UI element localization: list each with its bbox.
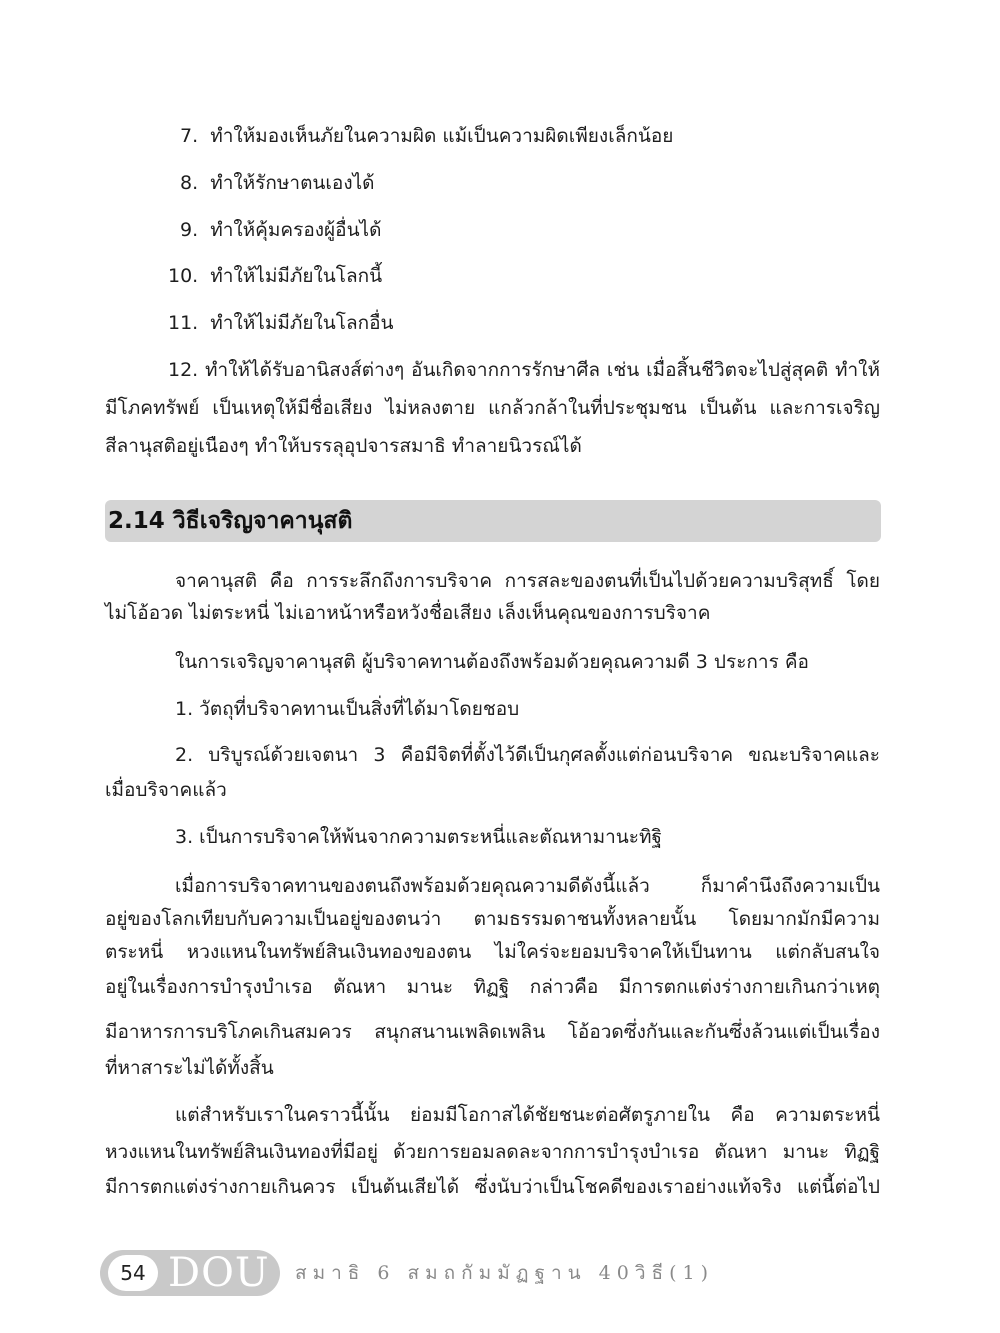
sublist-item-2-line-1: 2. บริบูรณ์ด้วยเจตนา 3 คือมีจิตที่ตั้งไว้ดีเป็นกุศลตั้งแต่ก่อนบริจาค ขณะบริจาคและ bbox=[175, 744, 880, 766]
list-item-12-line-2: มีโภคทรัพย์ เป็นเหตุให้มีชื่อเสียง ไม่หลงตาย แกล้วกล้าในที่ประชุมชน เป็นต้น และการเจริญ bbox=[105, 397, 880, 419]
list-item-number: 9. bbox=[180, 219, 199, 241]
paragraph-4-line-2: หวงแหนในทรัพย์สินเงินทองที่มีอยู่ ด้วยการยอมลดละจากการบำรุงบำเรอ ตัณหา มานะ ทิฏฐิ bbox=[105, 1141, 880, 1163]
sublist-item-3: 3. เป็นการบริจาคให้พ้นจากความตระหนี่และตัณหามานะทิฐิ bbox=[175, 826, 662, 848]
list-item-number: 7. bbox=[180, 125, 199, 147]
paragraph-3-line-3: ตระหนี่ หวงแหนในทรัพย์สินเงินทองของตน ไม่ใคร่จะยอมบริจาคให้เป็นทาน แต่กลับสนใจ bbox=[105, 941, 880, 963]
paragraph-3-line-4: อยู่ในเรื่องการบำรุงบำเรอ ตัณหา มานะ ทิฏฐิ กล่าวคือ มีการตกแต่งร่างกายเกินกว่าเหตุ bbox=[105, 976, 880, 998]
page-number: 54 bbox=[108, 1255, 158, 1291]
list-item-text: ทำให้ไม่มีภัยในโลกนี้ bbox=[210, 265, 383, 287]
list-item-10 bbox=[168, 261, 382, 291]
list-item-8 bbox=[180, 168, 375, 198]
paragraph-2: ในการเจริญจาคานุสติ ผู้บริจาคทานต้องถึงพร้อมด้วยคุณความดี 3 ประการ คือ bbox=[175, 651, 809, 673]
section-title: 2.14 วิธีเจริญจาคานุสติ bbox=[108, 508, 353, 534]
footer-book-title: สมาธิ 6 สมถกัมมัฏฐาน 40วิธี(1) bbox=[295, 1262, 715, 1284]
paragraph-3-line-2: อยู่ของโลกเทียบกับความเป็นอยู่ของตนว่า ตามธรรมดาชนทั้งหลายนั้น โดยมากมักมีความ bbox=[105, 908, 880, 930]
paragraph-1-line-2: ไม่โอ้อวด ไม่ตระหนี่ ไม่เอาหน้าหรือหวังชื่อเสียง เล็งเห็นคุณของการบริจาค bbox=[105, 602, 711, 624]
list-item-number: 8. bbox=[180, 172, 199, 194]
list-item-9 bbox=[180, 215, 381, 245]
paragraph-4-line-3: มีการตกแต่งร่างกายเกินควร เป็นต้นเสียได้ ซึ่งนับว่าเป็นโชคดีของเราอย่างแท้จริง แต่นี้ต่อไป bbox=[105, 1176, 880, 1198]
list-item-text: ทำให้รักษาตนเองได้ bbox=[210, 172, 375, 194]
list-item-12-line-3: สีลานุสติอยู่เนืองๆ ทำให้บรรลุอุปจารสมาธิ ทำลายนิวรณ์ได้ bbox=[105, 435, 582, 457]
list-item-7 bbox=[180, 121, 673, 151]
paragraph-3-line-5: มีอาหารการบริโภคเกินสมควร สนุกสนานเพลิดเพลิน โอ้อวดซึ่งกันและกันซึ่งล้วนแต่เป็นเรื่อง bbox=[105, 1021, 880, 1043]
list-item-number: 11. bbox=[168, 312, 199, 334]
list-item-text: ทำให้คุ้มครองผู้อื่นได้ bbox=[210, 219, 382, 241]
list-item-12-line-1: 12. ทำให้ได้รับอานิสงส์ต่างๆ อันเกิดจากการรักษาศีล เช่น เมื่อสิ้นชีวิตจะไปสู่สุคติ ทำให้ bbox=[168, 359, 880, 381]
sublist-item-2-line-2: เมื่อบริจาคแล้ว bbox=[105, 779, 227, 801]
paragraph-1-line-1: จาคานุสติ คือ การระลึกถึงการบริจาค การสละของตนที่เป็นไปด้วยความบริสุทธิ์ โดย bbox=[175, 570, 880, 592]
list-item-text: ทำให้มองเห็นภัยในความผิด แม้เป็นความผิดเพียงเล็กน้อย bbox=[210, 125, 674, 147]
list-item-number: 10. bbox=[168, 265, 199, 287]
sublist-item-1: 1. วัตถุที่บริจาคทานเป็นสิ่งที่ได้มาโดยชอบ bbox=[175, 698, 520, 720]
paragraph-3-line-6: ที่หาสาระไม่ได้ทั้งสิ้น bbox=[105, 1057, 274, 1079]
list-item-text: ทำให้ไม่มีภัยในโลกอื่น bbox=[210, 312, 394, 334]
list-item-11 bbox=[168, 308, 394, 338]
dou-logo: DOU bbox=[168, 1250, 270, 1296]
paragraph-3-line-1: เมื่อการบริจาคทานของตนถึงพร้อมด้วยคุณความดีดังนี้แล้ว ก็มาคำนึงถึงความเป็น bbox=[175, 875, 880, 897]
paragraph-4-line-1: แต่สำหรับเราในคราวนี้นั้น ย่อมมีโอกาสได้ชัยชนะต่อศัตรูภายใน คือ ความตระหนี่ bbox=[175, 1104, 880, 1126]
